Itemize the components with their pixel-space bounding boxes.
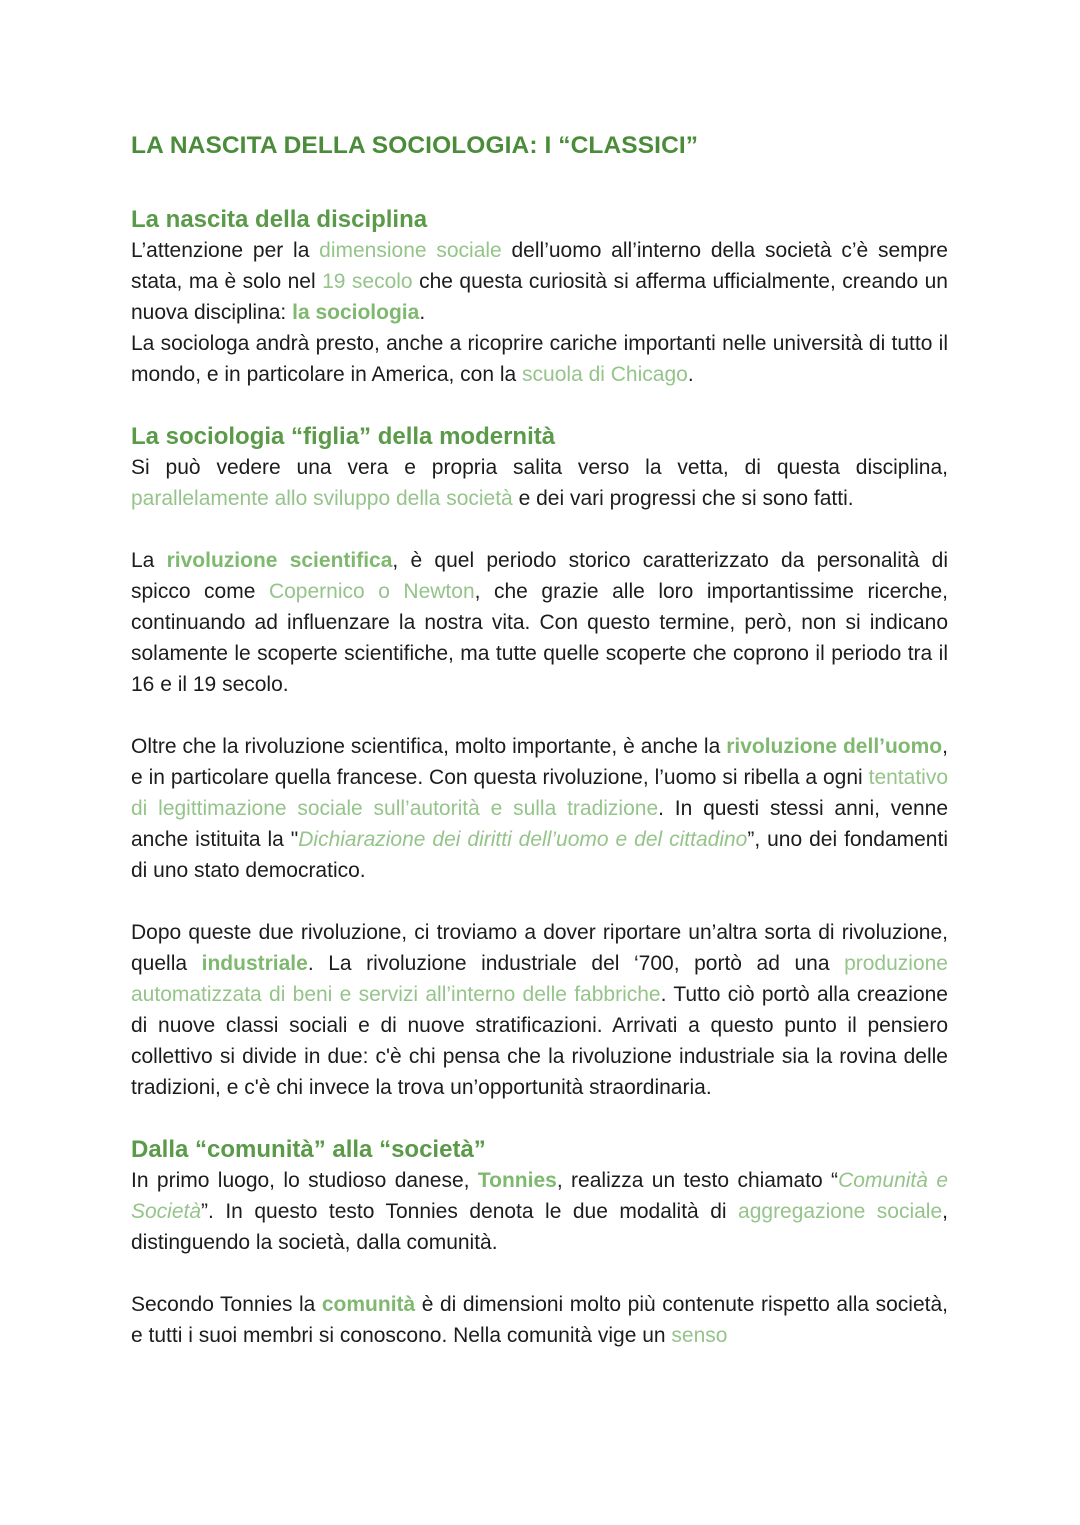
highlight-text: 19 secolo bbox=[322, 270, 413, 293]
paragraph: L’attenzione per la dimensione sociale dell’uomo all’interno della società c’è sempre stata, ma è solo nel 19 secolo che questa curiosità si afferma ufficialmente, creando un nuova disciplina: la sociologia. bbox=[131, 239, 948, 324]
paragraph: Secondo Tonnies la comunità è di dimensioni molto più contenute rispetto alla società, e tutti i suoi membri si conoscono. Nella comunità vige un senso bbox=[131, 1293, 948, 1347]
section-sociologia-modernita bbox=[131, 421, 948, 1103]
document-page bbox=[131, 128, 948, 1351]
section-nascita-disciplina bbox=[131, 204, 948, 390]
paragraph: Oltre che la rivoluzione scientifica, molto importante, è anche la rivoluzione dell’uomo, e in particolare quella francese. Con questa rivoluzione, l’uomo si ribella a ogni tentativo di legittimazione sociale sull’autorità e sulla tradizione. In questi stessi anni, venne anche istituita la "Dichiarazione dei diritti dell’uomo e del cittadino”, uno dei fondamenti di uno stato democratico. bbox=[131, 735, 948, 882]
highlight-bold-text: Tonnies bbox=[477, 1169, 557, 1192]
highlight-bold-text: rivoluzione dell’uomo bbox=[726, 735, 943, 758]
highlight-bold-text: comunità bbox=[321, 1293, 416, 1316]
paragraph: In primo luogo, lo studioso danese, Tonnies, realizza un testo chiamato “Comunità e Società”. In questo testo Tonnies denota le due modalità di aggregazione sociale, distinguendo la società, dalla comunità. bbox=[131, 1169, 949, 1254]
highlight-italic-text: Dichiarazione dei diritti dell’uomo e del cittadino bbox=[298, 828, 748, 851]
section-heading: La nascita della disciplina bbox=[131, 206, 428, 233]
paragraph: Dopo queste due rivoluzione, ci troviamo a dover riportare un’altra sorta di rivoluzione, quella industriale. La rivoluzione industriale del ‘700, portò ad una produzione automatizzata di beni e servizi all’interno delle fabbriche. Tutto ciò portò alla creazione di nuove classi sociali e di nuove stratificazioni. Arrivati a questo punto il pensiero collettivo si divide in due: c'è chi pensa che la rivoluzione industriale sia la rovina delle tradizioni, e c'è chi invece la trova un’opportunità straordinaria. bbox=[131, 921, 948, 1099]
highlight-text: parallelamente allo sviluppo della società bbox=[131, 487, 513, 510]
paragraph: La sociologa andrà presto, anche a ricoprire cariche importanti nelle università di tutto il mondo, e in particolare in America, con la scuola di Chicago. bbox=[131, 332, 948, 386]
highlight-text: Copernico o Newton bbox=[268, 580, 475, 603]
highlight-text: senso bbox=[671, 1324, 728, 1347]
highlight-text: produzione automatizzata di beni e servizi all’interno delle fabbriche bbox=[131, 952, 948, 1006]
section-heading: Dalla “comunità” alla “società” bbox=[131, 1136, 486, 1163]
paragraph: La rivoluzione scientifica, è quel periodo storico caratterizzato da personalità di spicco come Copernico o Newton, che grazie alle loro importantissime ricerche, continuando ad influenzare la nostra vita. Con questo termine, però, non si indicano solamente le scoperte scientifiche, ma tutte quelle scoperte che coprono il periodo tra il 16 e il 19 secolo. bbox=[131, 549, 948, 696]
paragraph: Si può vedere una vera e propria salita verso la vetta, di questa disciplina, parallelamente allo sviluppo della società e dei vari progressi che si sono fatti. bbox=[131, 456, 948, 510]
highlight-text: dimensione sociale bbox=[319, 239, 502, 262]
highlight-bold-text: industriale bbox=[201, 952, 308, 975]
highlight-text: scuola di Chicago bbox=[522, 363, 688, 386]
document-title: LA NASCITA DELLA SOCIOLOGIA: I “CLASSICI” bbox=[131, 132, 699, 159]
highlight-text: tentativo di legittimazione sociale sull’autorità e sulla tradizione bbox=[131, 766, 948, 820]
highlight-bold-text: la sociologia bbox=[292, 301, 420, 324]
section-comunita-societa bbox=[131, 1134, 948, 1351]
highlight-text: aggregazione sociale bbox=[738, 1200, 943, 1223]
highlight-italic-text: Comunità e Società bbox=[131, 1169, 949, 1223]
section-heading: La sociologia “figlia” della modernità bbox=[131, 423, 556, 450]
highlight-bold-text: rivoluzione scientifica bbox=[166, 549, 393, 572]
